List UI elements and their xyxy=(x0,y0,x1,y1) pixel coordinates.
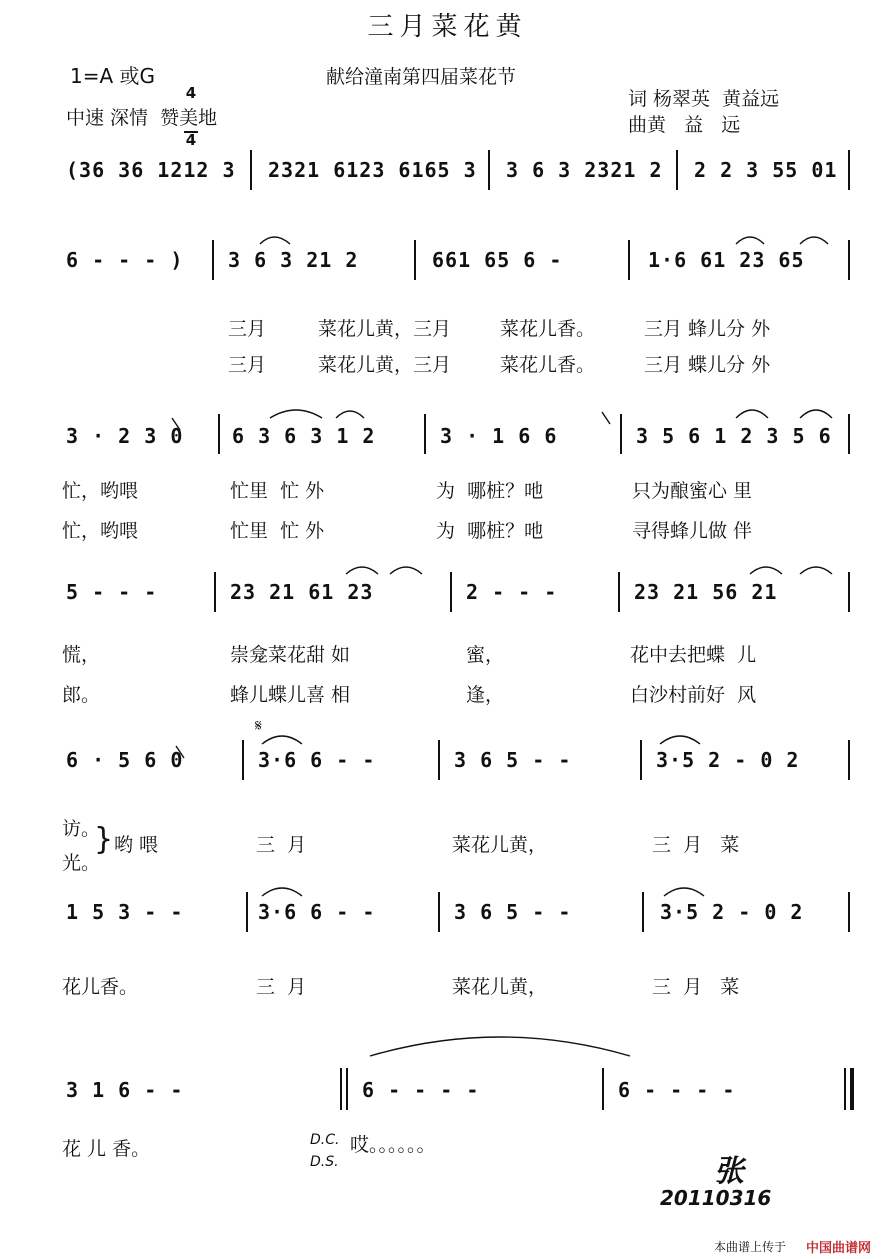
line-4-lyric-2c: 逢， xyxy=(466,684,505,706)
line-5-lyric-2a: 光。 xyxy=(62,852,101,874)
line-6-measure-2: 3·6 6 - - xyxy=(258,900,376,924)
line-2-measure-4: 1·6 61 23 65 xyxy=(648,248,805,272)
line-2-measure-3: 661 65 6 - xyxy=(432,248,563,272)
slur xyxy=(736,237,764,244)
line-3-measure-2: 6 3 6 3 1 2 xyxy=(232,424,376,448)
slur xyxy=(800,567,832,574)
slur xyxy=(390,567,422,574)
tempo-marking: 中速 深情 赞美地 xyxy=(66,107,218,129)
da-capo-mark: D.C. xyxy=(310,1132,340,1148)
slur xyxy=(800,237,828,244)
line-2-lyric-1d: 三月 蜂儿分 外 xyxy=(644,318,771,340)
line-2-lyric-1a: 三月 xyxy=(228,318,267,340)
key-signature: 1=A 或G xyxy=(70,64,156,88)
dedication: 献给潼南第四届菜花节 xyxy=(326,66,517,88)
slur xyxy=(736,410,768,418)
line-2-lyric-1b: 菜花儿黄，三月 xyxy=(318,318,452,340)
handwritten-signature: 张 xyxy=(714,1154,744,1189)
line-1-measure-3: 3 6 3 2321 2 xyxy=(506,158,663,182)
line-6-measure-4: 3·5 2 - 0 2 xyxy=(660,900,804,924)
line-5-measure-3: 3 6 5 - - xyxy=(454,748,572,772)
line-2-lyric-1c: 菜花儿香。 xyxy=(500,318,596,340)
breath-mark xyxy=(176,746,184,758)
da-capo-lyric: 哎。。。。。。 xyxy=(350,1134,436,1156)
line-1-measure-2: 2321 6123 6165 3 xyxy=(268,158,477,182)
line-2-measure-1: 6 - - - ) xyxy=(66,248,184,272)
line-1-measure-1: (36 36 1212 3 xyxy=(66,158,236,182)
line-3-lyric-1d: 只为酿蜜心 里 xyxy=(632,480,753,502)
line-5-lyric-1c: 菜花儿黄， xyxy=(452,834,548,856)
slur xyxy=(346,567,378,574)
line-4-measure-3: 2 - - - xyxy=(466,580,558,604)
line-4-measure-1: 5 - - - xyxy=(66,580,158,604)
slur xyxy=(262,888,302,896)
interjection: 哟 喂 xyxy=(114,834,159,856)
line-7-measure-2: 6 - - - - xyxy=(362,1078,480,1102)
line-3-lyric-2c: 为 哪桩？吔 xyxy=(436,520,544,542)
time-signature-top: 4 xyxy=(185,84,197,102)
line-5-lyric-1a: 访。 xyxy=(62,818,101,840)
breath-mark xyxy=(172,418,180,430)
signature-date: 20110316 xyxy=(660,1186,772,1210)
line-6-measure-3: 3 6 5 - - xyxy=(454,900,572,924)
line-3-lyric-2a: 忙，哟喂 xyxy=(62,520,139,542)
line-4-lyric-2d: 白沙村前好 风 xyxy=(630,684,757,706)
slur xyxy=(800,410,832,418)
line-7-measure-3: 6 - - - - xyxy=(618,1078,736,1102)
line-1-measure-4: 2 2 3 55 01 xyxy=(694,158,838,182)
line-3-measure-3: 3 · 1 6 6 xyxy=(440,424,558,448)
line-6-lyric-1d: 三 月 菜 xyxy=(652,976,740,998)
line-3-lyric-2b: 忙里 忙 外 xyxy=(230,520,325,542)
line-4-measure-2: 23 21 61 23 xyxy=(230,580,374,604)
line-7-measure-1: 3 1 6 - - xyxy=(66,1078,184,1102)
dal-segno-mark: D.S. xyxy=(310,1154,339,1170)
line-5-measure-1: 6 · 5 6 0 xyxy=(66,748,184,772)
line-4-lyric-1b: 崇龛菜花甜 如 xyxy=(230,644,351,666)
line-2-lyric-2a: 三月 xyxy=(228,354,267,376)
line-3-measure-4: 3 5 6 1 2 3 5 6 xyxy=(636,424,832,448)
verse-brace: } xyxy=(94,822,114,857)
line-3-lyric-1c: 为 哪桩？吔 xyxy=(436,480,544,502)
score-title: 三月菜花黄 xyxy=(367,12,528,42)
segno-sign: 𝄋 xyxy=(255,716,262,735)
line-3-lyric-1a: 忙，哟喂 xyxy=(62,480,139,502)
line-3-measure-1: 3 · 2 3 0 xyxy=(66,424,184,448)
line-4-measure-4: 23 21 56 21 xyxy=(634,580,778,604)
line-4-lyric-2b: 蜂儿蝶儿喜 相 xyxy=(230,684,351,706)
slur xyxy=(260,237,290,244)
slur xyxy=(750,567,782,574)
line-6-measure-1: 1 5 3 - - xyxy=(66,900,184,924)
line-2-lyric-2b: 菜花儿黄，三月 xyxy=(318,354,452,376)
slur xyxy=(336,411,364,418)
slur xyxy=(270,410,322,418)
slur xyxy=(660,736,700,744)
line-6-lyric-1a: 花儿香。 xyxy=(62,976,139,998)
composer-credit: 曲黄 益 远 xyxy=(628,114,741,136)
line-2-measure-2: 3 6 3 21 2 xyxy=(228,248,359,272)
line-4-lyric-1d: 花中去把蝶 儿 xyxy=(630,644,757,666)
line-4-lyric-1c: 蜜， xyxy=(466,644,505,666)
line-3-lyric-2d: 寻得蜂儿做 伴 xyxy=(632,520,753,542)
lyricist-credit: 词 杨翠英 黄益远 xyxy=(628,88,780,110)
time-signature-bottom: 4 xyxy=(185,131,197,149)
slur xyxy=(664,888,704,896)
line-7-lyric: 花 儿 香。 xyxy=(62,1138,151,1160)
line-6-lyric-1c: 菜花儿黄， xyxy=(452,976,548,998)
line-2-lyric-2d: 三月 蝶儿分 外 xyxy=(644,354,771,376)
tie xyxy=(370,1037,630,1056)
line-2-lyric-2c: 菜花儿香。 xyxy=(500,354,596,376)
line-3-lyric-1b: 忙里 忙 外 xyxy=(230,480,325,502)
line-4-lyric-2a: 郎。 xyxy=(62,684,101,706)
line-4-lyric-1a: 慌， xyxy=(62,644,101,666)
slur xyxy=(262,736,302,744)
line-6-lyric-1b: 三 月 xyxy=(256,976,307,998)
breath-mark xyxy=(602,412,610,424)
line-5-measure-4: 3·5 2 - 0 2 xyxy=(656,748,800,772)
footer-uploaded-text: 本曲谱上传于 xyxy=(714,1240,787,1254)
footer-site-logo: 中国曲谱网 xyxy=(806,1241,872,1256)
line-5-measure-2: 3·6 6 - - xyxy=(258,748,376,772)
line-5-lyric-1d: 三 月 菜 xyxy=(652,834,740,856)
line-5-lyric-1b: 三 月 xyxy=(256,834,307,856)
